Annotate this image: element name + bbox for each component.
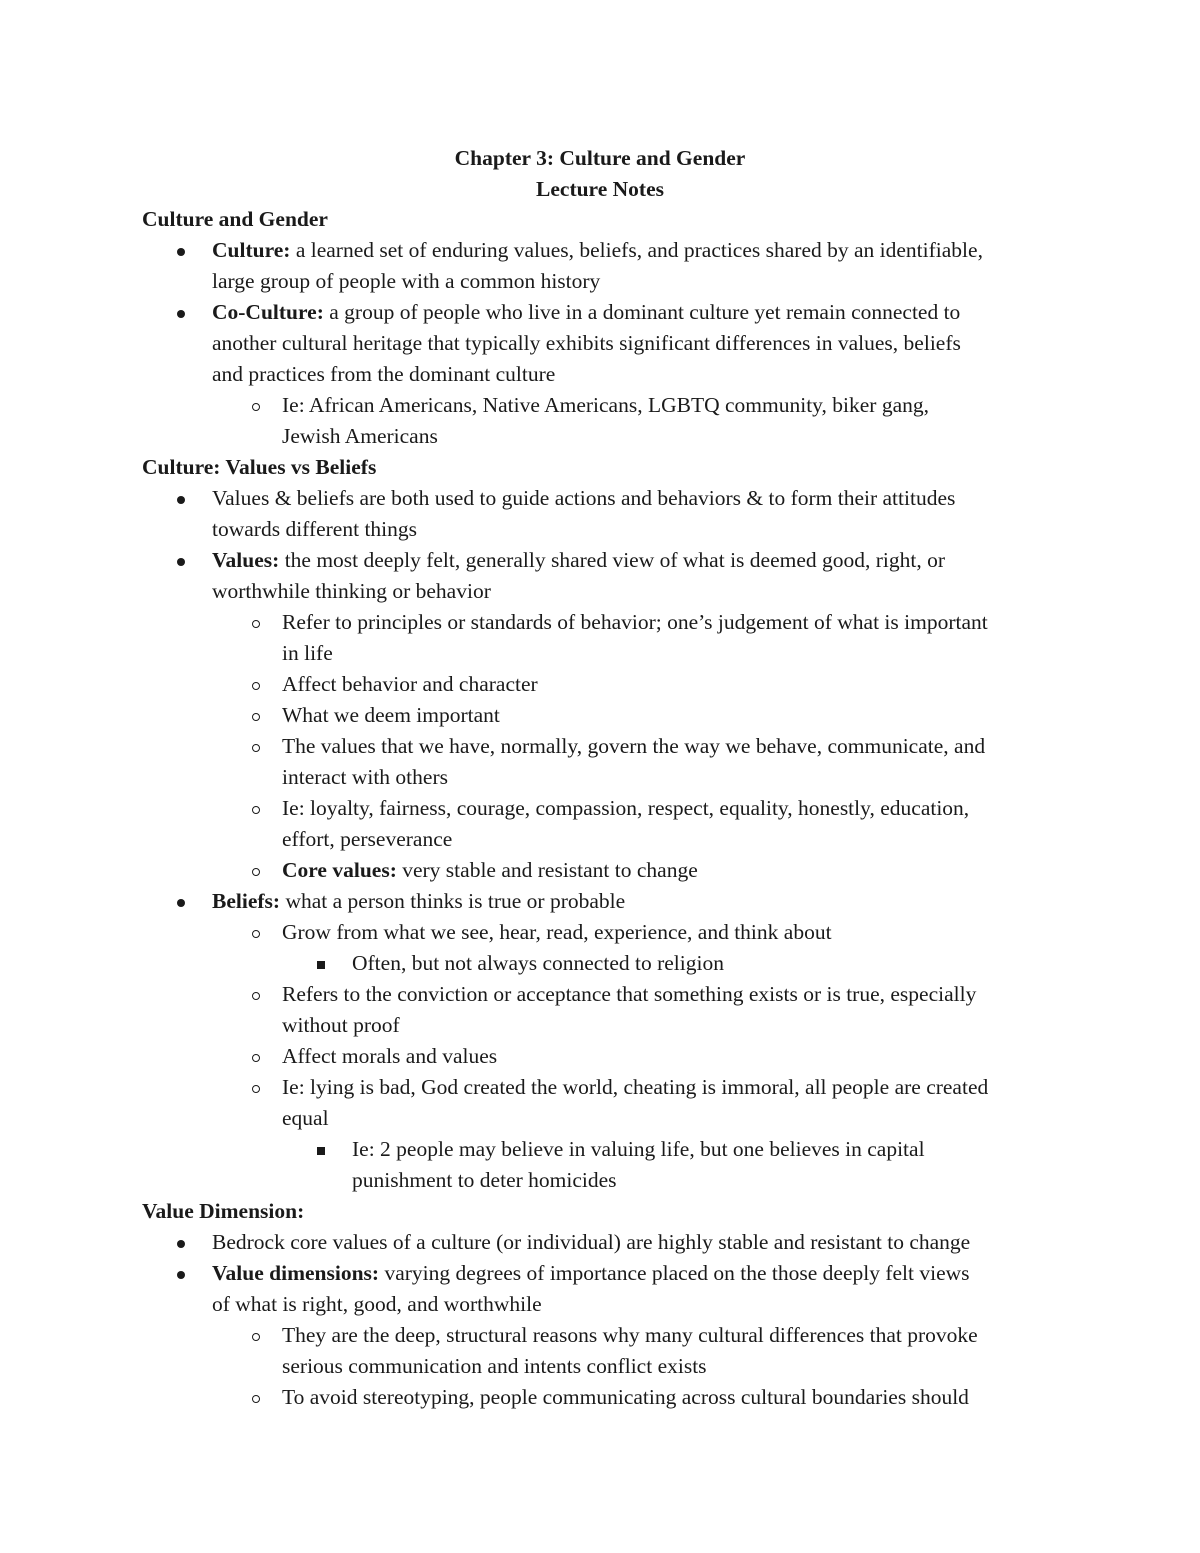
text-line: Ie: lying is bad, God created the world, cheating is immoral, all people are created bbox=[282, 1075, 989, 1099]
section-heading-values-beliefs: Culture: Values vs Beliefs bbox=[142, 455, 377, 479]
text-line: Refer to principles or standards of behavior; one’s judgement of what is important bbox=[282, 610, 988, 634]
bullet-dot-icon bbox=[177, 558, 185, 566]
list-item-co-culture bbox=[212, 297, 961, 390]
bullet-dot-icon bbox=[177, 248, 185, 256]
bullet-circle-icon bbox=[252, 713, 260, 721]
list-item-core-values bbox=[282, 855, 698, 886]
text-line: without proof bbox=[282, 1013, 400, 1037]
section-heading-value-dimension: Value Dimension: bbox=[142, 1199, 305, 1223]
bullet-circle-icon bbox=[252, 806, 260, 814]
list-item-values-beliefs bbox=[212, 483, 955, 545]
definition-core-values: very stable and resistant to change bbox=[396, 858, 698, 882]
list-item-beliefs bbox=[212, 886, 625, 917]
list-item-values-sub bbox=[282, 731, 985, 793]
bullet-circle-icon bbox=[252, 744, 260, 752]
bullet-circle-icon bbox=[252, 1085, 260, 1093]
list-item-values-sub: Affect behavior and character bbox=[282, 672, 538, 696]
definition-culture: a learned set of enduring values, beliefs, and practices shared by an identifiable, bbox=[290, 238, 983, 262]
list-item-value-dimensions-sub: To avoid stereotyping, people communicating across cultural boundaries should bbox=[282, 1385, 969, 1409]
list-item-beliefs-examples bbox=[282, 1072, 988, 1134]
list-item-value-dimensions bbox=[212, 1258, 970, 1320]
text-line: in life bbox=[282, 641, 333, 665]
text-line: Values & beliefs are both used to guide actions and behaviors & to form their attitudes bbox=[212, 486, 956, 510]
bullet-dot-icon bbox=[177, 310, 185, 318]
text-line: Refers to the conviction or acceptance that something exists or is true, especially bbox=[282, 982, 977, 1006]
list-item-beliefs-sub bbox=[282, 979, 976, 1041]
text-line: of what is right, good, and worthwhile bbox=[212, 1292, 542, 1316]
page-title: Chapter 3: Culture and Gender bbox=[454, 146, 746, 170]
text-line: Ie: African Americans, Native Americans, LGBTQ community, biker gang, bbox=[282, 393, 930, 417]
list-item-values-sub bbox=[282, 607, 988, 669]
list-item-co-culture-examples bbox=[282, 390, 929, 452]
list-item-beliefs-subsub: Often, but not always connected to religion bbox=[352, 951, 724, 975]
text-line: equal bbox=[282, 1106, 329, 1130]
bullet-circle-icon bbox=[252, 868, 260, 876]
bullet-circle-icon bbox=[252, 1054, 260, 1062]
text-line: effort, perseverance bbox=[282, 827, 453, 851]
text-line: worthwhile thinking or behavior bbox=[212, 579, 491, 603]
definition-beliefs: what a person thinks is true or probable bbox=[280, 889, 626, 913]
bullet-square-icon bbox=[317, 961, 325, 969]
text-line: interact with others bbox=[282, 765, 448, 789]
definition-co-culture-cont: and practices from the dominant culture bbox=[212, 362, 556, 386]
bullet-dot-icon bbox=[177, 496, 185, 504]
text-line: punishment to deter homicides bbox=[352, 1168, 617, 1192]
bullet-dot-icon bbox=[177, 1271, 185, 1279]
definition-values: the most deeply felt, generally shared view of what is deemed good, right, or bbox=[279, 548, 946, 572]
bullet-circle-icon bbox=[252, 403, 260, 411]
bullet-dot-icon bbox=[177, 899, 185, 907]
text-line: They are the deep, structural reasons why many cultural differences that provoke bbox=[282, 1323, 978, 1347]
definition-culture-cont: large group of people with a common history bbox=[212, 269, 601, 293]
page-subtitle: Lecture Notes bbox=[536, 177, 664, 201]
term-core-values: Core values: bbox=[282, 858, 397, 882]
bullet-circle-icon bbox=[252, 682, 260, 690]
term-co-culture: Co-Culture: bbox=[212, 300, 324, 324]
text-line: Ie: loyalty, fairness, courage, compassion, respect, equality, honestly, education, bbox=[282, 796, 970, 820]
text-line: towards different things bbox=[212, 517, 418, 541]
list-item-culture bbox=[212, 235, 983, 297]
text-line: Jewish Americans bbox=[282, 424, 438, 448]
bullet-circle-icon bbox=[252, 1395, 260, 1403]
bullet-circle-icon bbox=[252, 620, 260, 628]
list-item-beliefs-sub: Affect morals and values bbox=[282, 1044, 498, 1068]
bullet-circle-icon bbox=[252, 930, 260, 938]
list-item-beliefs-subsub bbox=[352, 1134, 925, 1196]
term-culture: Culture: bbox=[212, 238, 291, 262]
bullet-dot-icon bbox=[177, 1240, 185, 1248]
definition-value-dimensions: varying degrees of importance placed on the those deeply felt views bbox=[379, 1261, 970, 1285]
definition-co-culture-cont: another cultural heritage that typically exhibits significant differences in values, beliefs bbox=[212, 331, 961, 355]
term-beliefs: Beliefs: bbox=[212, 889, 281, 913]
definition-co-culture: a group of people who live in a dominant culture yet remain connected to bbox=[323, 300, 961, 324]
list-item-values-examples bbox=[282, 793, 969, 855]
text-line: Ie: 2 people may believe in valuing life, but one believes in capital bbox=[352, 1137, 925, 1161]
list-item-bedrock: Bedrock core values of a culture (or individual) are highly stable and resistant to change bbox=[212, 1230, 971, 1254]
text-line: serious communication and intents conflict exists bbox=[282, 1354, 707, 1378]
term-values: Values: bbox=[212, 548, 280, 572]
bullet-circle-icon bbox=[252, 1333, 260, 1341]
term-value-dimensions: Value dimensions: bbox=[212, 1261, 380, 1285]
list-item-value-dimensions-sub bbox=[282, 1320, 978, 1382]
section-heading-culture-gender: Culture and Gender bbox=[142, 207, 328, 231]
list-item-values-sub: What we deem important bbox=[282, 703, 500, 727]
bullet-square-icon bbox=[317, 1147, 325, 1155]
list-item-beliefs-sub: Grow from what we see, hear, read, experience, and think about bbox=[282, 920, 832, 944]
bullet-circle-icon bbox=[252, 992, 260, 1000]
list-item-values bbox=[212, 545, 945, 607]
text-line: The values that we have, normally, govern the way we behave, communicate, and bbox=[282, 734, 986, 758]
